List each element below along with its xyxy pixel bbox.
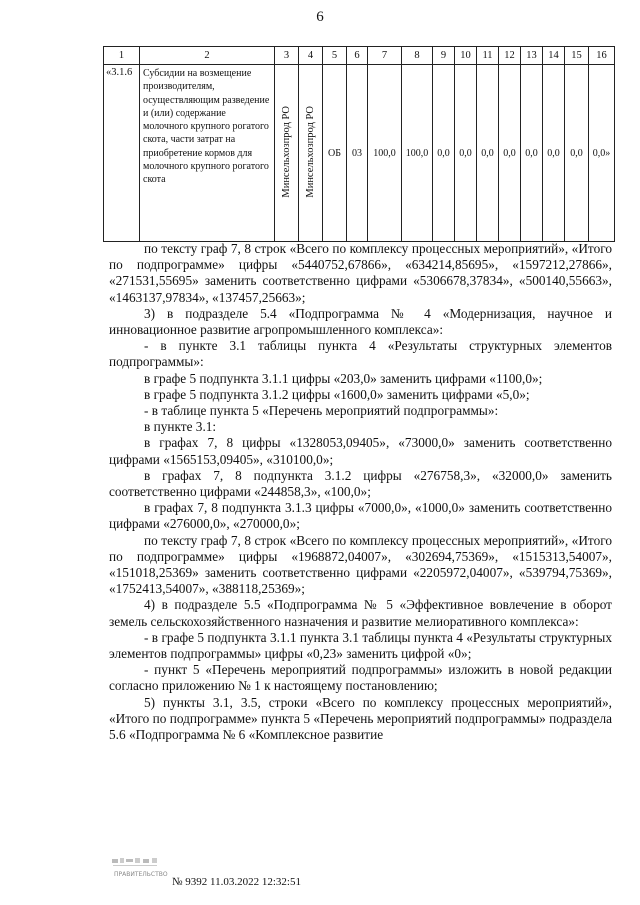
header-cell: 8	[402, 47, 433, 65]
paragraph: 3) в подразделе 5.4 «Подпрограмма № 4 «Модернизация, научное и инновационное развитие агропромышленного комплекса»:	[109, 305, 612, 338]
table-row	[104, 65, 615, 242]
header-cell: 1	[104, 47, 140, 65]
table-header-row	[104, 47, 615, 65]
value-cell: 0,0	[521, 65, 543, 242]
value-cell: 0,0	[499, 65, 521, 242]
stamp-caption: ПРАВИТЕЛЬСТВО	[114, 871, 168, 878]
paragraph: - пункт 5 «Перечень мероприятий подпрограммы» изложить в новой редакции согласно приложению № 1 к настоящему постановлению;	[109, 662, 612, 694]
header-cell: 12	[499, 47, 521, 65]
paragraph: в графах 7, 8 подпункта 3.1.2 цифры «276758,3», «32000,0» заменить соответственно цифрами «244858,3», «100,0»;	[109, 467, 612, 500]
value-cell: 0,0	[455, 65, 477, 242]
header-cell: 11	[477, 47, 499, 65]
value-cell: 100,0	[368, 65, 402, 242]
page-number: 6	[316, 9, 324, 25]
paragraph: в пункте 3.1:	[144, 419, 217, 435]
document-footer: № 9392 11.03.2022 12:32:51	[172, 876, 301, 888]
executor-cell	[275, 65, 299, 242]
budget-source: ОБ	[323, 65, 347, 242]
paragraph: в графах 7, 8 подпункта 3.1.3 цифры «7000,0», «1000,0» заменить соответственно цифрами «276000,0», «270000,0»;	[109, 500, 612, 532]
value-cell: 0,0»	[589, 65, 615, 242]
paragraph: 4) в подразделе 5.5 «Подпрограмма № 5 «Эффективное вовлечение в оборот земель сельскохозяйственного назначения и развитие мелиоративного комплекса»:	[109, 597, 612, 629]
header-cell: 2	[140, 47, 275, 65]
header-cell: 9	[433, 47, 455, 65]
executor-text: Минсельхозпрод РО	[281, 105, 292, 198]
measures-table	[103, 46, 615, 242]
paragraph: - в таблице пункта 5 «Перечень мероприятий подпрограммы»:	[144, 403, 499, 419]
paragraph: в графе 5 подпункта 3.1.2 цифры «1600,0» заменить цифрами «5,0»;	[144, 386, 530, 402]
header-cell: 15	[565, 47, 589, 65]
header-cell: 7	[368, 47, 402, 65]
header-cell: 6	[347, 47, 368, 65]
value-cell: 0,0	[565, 65, 589, 242]
body-text	[109, 241, 612, 743]
participant-text: Минсельхозпрод РО	[305, 105, 316, 198]
paragraph: в графах 7, 8 цифры «1328053,09405», «73000,0» заменить соответственно цифрами «1565153,09405», «310100,0»;	[109, 435, 612, 467]
value-cell: 0,0	[543, 65, 565, 242]
paragraph: - в графе 5 подпункта 3.1.1 пункта 3.1 таблицы пункта 4 «Результаты структурных элементов подпрограммы» цифры «0,23» заменить цифрой «0»;	[109, 629, 612, 662]
paragraph: в графе 5 подпункта 3.1.1 цифры «203,0» заменить цифрами «1100,0»;	[144, 370, 543, 386]
budget-code: 03	[347, 65, 368, 242]
header-cell: 14	[543, 47, 565, 65]
header-cell: 3	[275, 47, 299, 65]
row-name: Субсидии на возмещение производителям, осуществляющим разведение и (или) содержание молочного крупного рогатого скота, части затрат на приобретение кормов для молочного крупного рогатого скота	[140, 65, 275, 242]
paragraph: 5) пункты 3.1, 3.5, строки «Всего по комплексу процессных мероприятий», «Итого по подпрограмме» пункта 5 «Перечень мероприятий подпрограммы» подраздела 5.6 «Подпрограмма № 6 «Комплексное развитие	[109, 694, 612, 743]
value-cell: 0,0	[477, 65, 499, 242]
participant-cell	[299, 65, 323, 242]
header-cell: 10	[455, 47, 477, 65]
header-cell: 5	[323, 47, 347, 65]
paragraph: по тексту граф 7, 8 строк «Всего по комплексу процессных мероприятий», «Итого по подпрограмме» цифры «5440752,67866», «634214,85695», «1597212,27866», «271531,55695» заменить соответственно цифрами «5306678,37834», «500140,55663», «1463137,97834», «137457,25663»;	[109, 241, 612, 305]
paragraph: - в пункте 3.1 таблицы пункта 4 «Результаты структурных элементов подпрограммы»:	[109, 338, 612, 370]
header-cell: 13	[521, 47, 543, 65]
header-cell: 16	[589, 47, 615, 65]
paragraph: по тексту граф 7, 8 строк «Всего по комплексу процессных мероприятий», «Итого по подпрограмме» цифры «1968872,04007», «302694,75369», «1515313,54007», «151018,25369» заменить соответственно цифрами «2205972,04007», «539794,75369», «1752413,54007», «388118,25369»;	[109, 532, 612, 597]
header-cell: 4	[299, 47, 323, 65]
row-number: «3.1.6	[104, 65, 140, 242]
value-cell: 0,0	[433, 65, 455, 242]
value-cell: 100,0	[402, 65, 433, 242]
